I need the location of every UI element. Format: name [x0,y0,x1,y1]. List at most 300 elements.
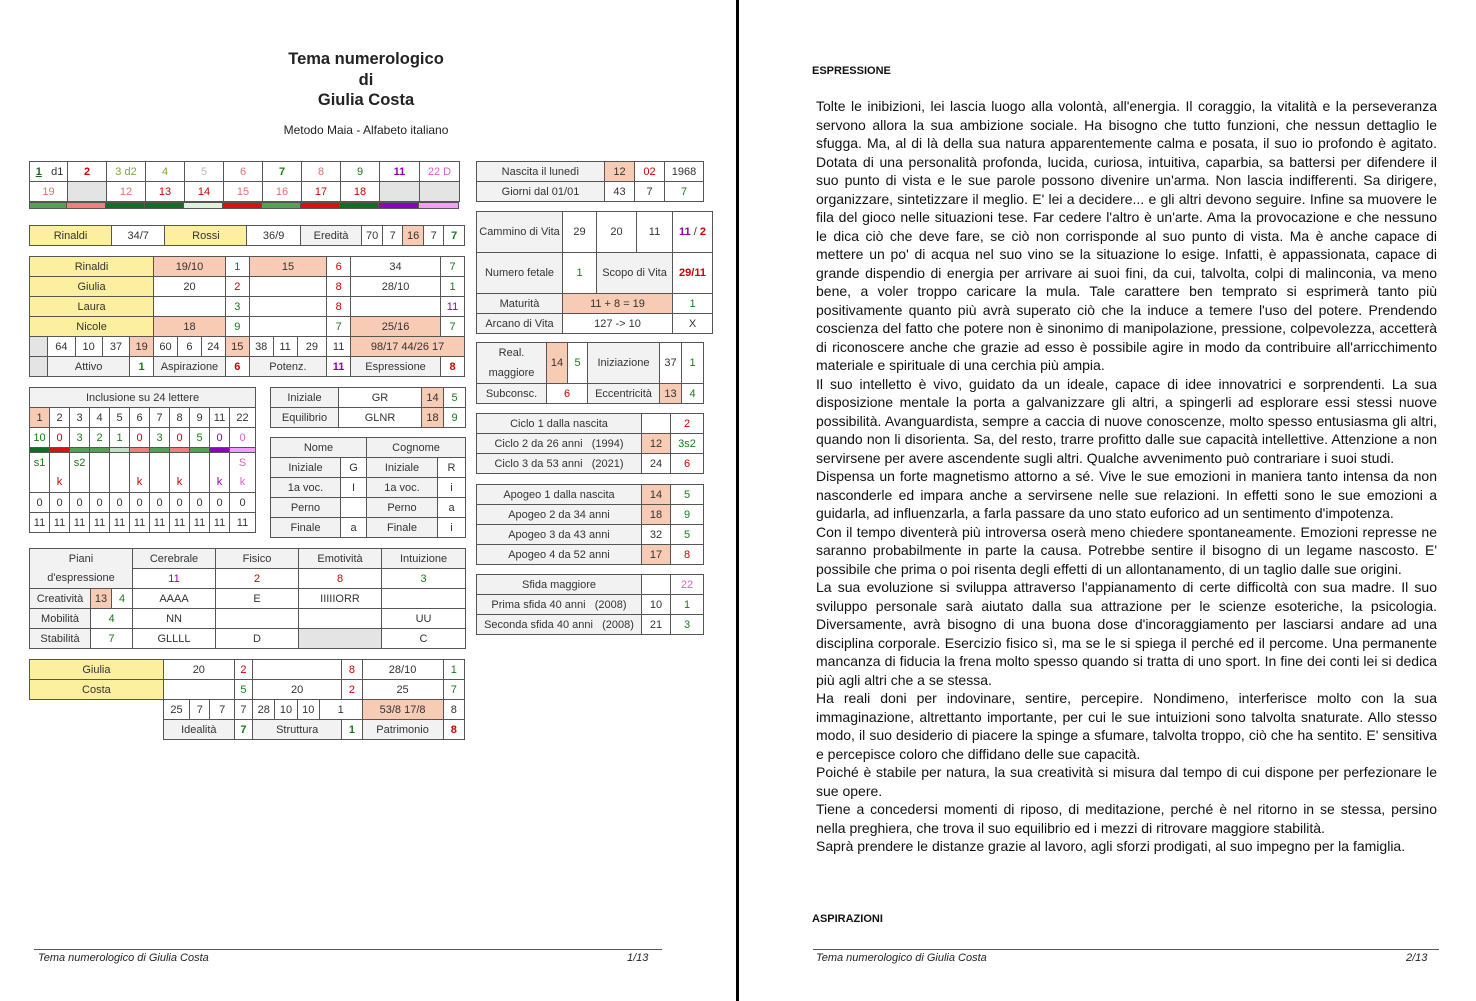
name-rinaldi: Rinaldi [30,257,154,277]
patrimonio-label: Patrimonio [362,720,443,740]
incl-count: 0 [230,428,256,448]
bottom-costa-b2: 2 [342,680,362,700]
potenz-value: 11 [327,357,351,377]
total-2: 10 [75,337,102,357]
title-line-1: Tema numerologico [288,50,444,68]
incl-eleven: 11 [150,513,170,533]
incl-count: 0 [170,428,190,448]
bottom-costa-b: 20 [253,680,342,700]
paragraph: Poiché è stabile per natura, la sua creatività si misura dal tempo di cui dispone per perfezionare le sue opere. [816,764,1437,799]
giulia-c: 28/10 [351,277,441,297]
nome-voc-value: I [341,478,367,498]
bottom-name-giulia: Giulia [30,660,164,680]
incl-count: 0 [130,428,150,448]
color-swatch [145,202,184,209]
eccentricita-a: 13 [660,384,682,404]
scopo-value: 29/11 [673,253,713,294]
piani-col-cerebrale: Cerebrale [133,549,216,569]
prima-sfida-b: 1 [671,595,704,615]
apogeo-2-label: Apogeo 2 da 34 anni [477,505,642,525]
sfida-maggiore-a [642,575,671,595]
number-grid [29,161,460,202]
summary-blank [30,357,48,377]
espressione-value: 8 [441,357,465,377]
name-giulia: Giulia [30,277,154,297]
total-9: 38 [249,337,273,357]
total-12: 11 [327,337,351,357]
apogeo-4-b: 8 [671,545,704,565]
num-22: 22 D [420,162,460,182]
num2-f: 15 [224,182,263,202]
potenz-label: Potenz. [249,357,326,377]
incl-k [30,473,50,493]
incl-count: 0 [50,428,70,448]
incl-s: S [230,453,256,473]
inclusione-title: Inclusione su 24 lettere [30,388,256,408]
mobilita-fisico [216,609,299,629]
incl-zero: 0 [170,493,190,513]
creativita-a: 13 [91,589,112,609]
idealita-value: 7 [234,720,252,740]
section-heading-aspirazioni: ASPIRAZIONI [812,913,883,925]
equilibrio-label: Equilibrio [271,408,339,428]
bottom-blank-2 [30,720,164,740]
sfida-maggiore-label: Sfida maggiore [477,575,642,595]
eccentricita-b: 4 [682,384,704,404]
cognome-perno-value: a [438,498,466,518]
incl-k [190,473,210,493]
document-title [230,49,502,111]
incl-s [170,453,190,473]
color-swatch [67,202,106,209]
mobilita-emotivita [299,609,382,629]
giulia-b [249,277,326,297]
laura-c [351,297,441,317]
incl-zero: 0 [70,493,90,513]
incl-num: 22 [230,408,256,428]
incl-k: k [170,473,190,493]
bottom-costa-a2: 5 [234,680,252,700]
bottom-giulia-a2: 2 [234,660,252,680]
num-6: 6 [224,162,263,182]
footer-page-number: 2/13 [1406,952,1428,964]
attivo-value: 1 [130,357,154,377]
footer-page-number: 1/13 [627,952,649,964]
nascita-day: 12 [605,162,635,182]
incl-count: 3 [70,428,90,448]
real-maggiore-a: 14 [547,343,568,384]
cammino-final-sep: / [690,226,700,238]
bottom-total: 28 [253,700,275,720]
cognome-finale-value: i [438,518,466,538]
bottom-total: 53/8 17/8 [362,700,443,720]
cammino-final-b: 2 [699,226,706,238]
incl-s [210,453,230,473]
num2-h: 17 [302,182,341,202]
bottom-giulia-b2: 8 [342,660,362,680]
incl-zero: 0 [30,493,50,513]
piani-val-fisico: 2 [216,569,299,589]
patrimonio-value: 8 [443,720,464,740]
aspirazione-value: 6 [225,357,249,377]
creativita-intuizione [382,589,466,609]
incl-k [150,473,170,493]
rinaldi-a2: 1 [225,257,249,277]
footer-rule [813,949,1439,950]
giorni-a: 43 [605,182,635,202]
eccentricita-label: Eccentricità [588,384,660,404]
ciclo-2-text: Ciclo 2 da 26 anni [494,437,583,450]
paragraph: Saprà prendere le distanze grazie al lavoro, agli sforzi prodigati, al suo impegno per la famiglia. [816,838,1406,854]
rinaldi-a: 19/10 [154,257,226,277]
inclusione-k-row [30,473,256,493]
creativita-fisico: E [216,589,299,609]
bottom-giulia-a: 20 [163,660,234,680]
piani-col-emotivita: Emotività [299,549,382,569]
piani-table [29,548,466,649]
creativita-cerebrale: AAAA [133,589,216,609]
apogeo-1-a: 14 [642,485,671,505]
apogeo-3-b: 5 [671,525,704,545]
giulia-b2: 8 [327,277,351,297]
stabilita-cerebrale: GLLLL [133,629,216,649]
num2-a: 19 [30,182,68,202]
stabilita-emotivita [299,629,382,649]
cognome-voc-label: 1a voc. [367,478,438,498]
stabilita-fisico: D [216,629,299,649]
names-table [29,256,465,377]
sfida-maggiore-b: 22 [671,575,704,595]
rinaldi-c2: 7 [441,257,465,277]
cognome-voc-value: i [438,478,466,498]
incl-num: 2 [50,408,70,428]
nicole-a2: 9 [225,317,249,337]
bottom-blank [30,700,164,720]
ciclo-1-a [642,414,671,434]
incl-eleven: 11 [170,513,190,533]
color-swatch [379,202,419,209]
nicole-c: 25/16 [351,317,441,337]
eredita-v4: 7 [423,226,444,246]
nicole-a: 18 [154,317,226,337]
bottom-total: 10 [275,700,297,720]
apogeo-4-a: 17 [642,545,671,565]
nome-finale-label: Finale [271,518,341,538]
cognome-iniziale-label: Iniziale [367,458,438,478]
nascita-month: 02 [635,162,665,182]
arcano-expr: 127 -> 10 [563,314,673,334]
incl-num: 7 [150,408,170,428]
cognome-perno-label: Perno [367,498,438,518]
ciclo-1-b: 2 [671,414,704,434]
nascita-year: 1968 [665,162,704,182]
nome-finale-value: a [341,518,367,538]
numero-fetale-label: Numero fetale [477,253,563,294]
iniziale-value: GR [339,388,422,408]
giorni-b: 7 [635,182,665,202]
total-3: 37 [102,337,129,357]
incl-zero: 0 [190,493,210,513]
sfide-table [476,574,704,635]
num-3: 3 d2 [107,162,146,182]
title-line-3: Giulia Costa [317,91,415,109]
incl-k [90,473,110,493]
color-swatch [301,202,340,209]
page-2 [739,0,1476,1001]
maturita-expr: 11 + 8 = 19 [563,294,673,314]
iniziale-label: Iniziale [271,388,339,408]
total-8: 15 [225,337,249,357]
incl-num: 4 [90,408,110,428]
incl-eleven: 11 [210,513,230,533]
creativita-label: Creatività [30,589,91,609]
laura-c2: 11 [441,297,465,317]
footer-rule [34,949,662,950]
nicole-b [249,317,326,337]
mobilita-b: 4 [91,609,133,629]
piani-val-emotivita: 8 [299,569,382,589]
ciclo-2-year: (1994) [591,437,624,450]
iniziazione-a: 37 [660,343,682,384]
num2-c: 12 [107,182,146,202]
color-swatch [419,202,459,209]
footer-text: Tema numerologico di Giulia Costa [816,952,987,964]
surname-1-value: 34/7 [112,226,165,246]
total-11: 29 [297,337,327,357]
num-2: 2 [68,162,107,182]
incl-k: k [130,473,150,493]
incl-count: 1 [110,428,130,448]
iniziazione-label: Iniziazione [588,343,660,384]
arcano-value: X [673,314,713,334]
mobilita-label: Mobilità [30,609,91,629]
giulia-a: 20 [154,277,226,297]
idealita-label: Idealità [163,720,234,740]
maturita-label: Maturità [477,294,563,314]
cammino-final-a: 11 [679,226,691,238]
incl-s [190,453,210,473]
incl-num: 8 [170,408,190,428]
incl-eleven: 11 [50,513,70,533]
cammino-label: Cammino di Vita [477,212,563,253]
espressione-label: Espressione [351,357,441,377]
incl-num: 3 [70,408,90,428]
num-11: 11 [380,162,420,182]
incl-s [130,453,150,473]
bottom-costa-c2: 7 [443,680,464,700]
stabilita-label: Stabilità [30,629,91,649]
apogeo-1-b: 5 [671,485,704,505]
prima-sfida-a: 10 [642,595,671,615]
nome-cognome-table [270,437,466,538]
incl-zero: 0 [50,493,70,513]
ciclo-3-a: 24 [642,454,671,474]
nome-iniziale-label: Iniziale [271,458,341,478]
bottom-total: 1 [319,700,362,720]
equilibrio-b: 9 [444,408,466,428]
color-swatch [262,202,301,209]
seconda-sfida-b: 3 [671,615,704,635]
inclusione-nums [30,408,256,428]
incl-zero: 0 [110,493,130,513]
color-swatch [223,202,262,209]
nome-iniziale-value: G [341,458,367,478]
apogeo-3-label: Apogeo 3 da 43 anni [477,525,642,545]
number-row-1 [30,162,460,182]
bottom-costa-a [163,680,234,700]
incl-eleven: 11 [90,513,110,533]
seconda-sfida-a: 21 [642,615,671,635]
incl-num: 5 [110,408,130,428]
inclusione-eleven-row [30,513,256,533]
incl-zero: 0 [150,493,170,513]
giorni-c: 7 [665,182,704,202]
nome-perno-label: Perno [271,498,341,518]
iniziazione-b: 1 [682,343,704,384]
piani-header-2: d'espressione [30,569,133,589]
eredita-v1: 70 [362,226,383,246]
laura-a [154,297,226,317]
names-totals-row [30,337,465,357]
eredita-v3: 16 [403,226,424,246]
num2-k [420,182,460,202]
nome-header: Nome [271,438,367,458]
rinaldi-b2: 6 [327,257,351,277]
struttura-value: 1 [342,720,362,740]
nascita-table [476,161,704,202]
cammino-b: 20 [597,212,637,253]
incl-num: 11 [210,408,230,428]
name-laura: Laura [30,297,154,317]
piani-val-cerebrale: 11 [133,569,216,589]
incl-eleven: 11 [110,513,130,533]
aspirazione-label: Aspirazione [154,357,226,377]
prima-sfida-text: Prima sfida 40 anni [491,598,586,611]
piani-col-intuizione: Intuizione [382,549,466,569]
eredita-v5: 7 [444,226,465,246]
incl-count: 0 [210,428,230,448]
cammino-final [673,212,713,253]
incl-s [50,453,70,473]
color-swatch [184,202,223,209]
bottom-names-table [29,659,465,740]
paragraph: Il suo intelletto è vivo, guidato da un ideale, capace di idee innovatrici e sorprendenti. La sua disposizione mentale la porta a galvanizzare gli altri, a spingerli ad esplorare essi stessi nuove possibilità. Avanguardista, sempre a caccia di nuove conoscenze, molto spesso entusiasma gli altri, quando non li disorienta. Sa, del resto, trarre profitto dalle sue capacità intellettive. Attenzione a non servirsene per avere ascendente sugli altri. Qualche avvenimento può contrariare i suoi studi. [816,375,1437,466]
method-subtitle: Metodo Maia - Alfabeto italiano [283,123,449,137]
incl-eleven: 11 [70,513,90,533]
laura-b2: 8 [327,297,351,317]
inclusione-s-row [30,453,256,473]
piani-col-fisico: Fisico [216,549,299,569]
ciclo-2-label [477,434,642,454]
title-line-2: di [358,70,374,89]
num-d1: d1 [48,162,68,182]
num-9: 9 [341,162,380,182]
maturita-value: 1 [673,294,713,314]
surname-2-value: 36/9 [247,226,300,246]
ciclo-2-b: 3s2 [671,434,704,454]
num-1: 1 [30,162,48,182]
color-swatch [29,202,67,209]
laura-a2: 3 [225,297,249,317]
bottom-giulia-c2: 1 [443,660,464,680]
total-4: 19 [130,337,154,357]
num2-b [68,182,107,202]
ciclo-3-b: 6 [671,454,704,474]
color-swatch [340,202,379,209]
scopo-label: Scopo di Vita [597,253,673,294]
cammino-table [476,211,713,334]
inclusione-counts [30,428,256,448]
subconsc-label: Subconsc. [477,384,547,404]
incl-s: s2 [70,453,90,473]
equilibrio-a: 18 [422,408,444,428]
num2-e: 14 [185,182,224,202]
ciclo-3-text: Ciclo 3 da 53 anni [494,457,583,470]
stabilita-b: 7 [91,629,133,649]
incl-s [150,453,170,473]
giulia-a2: 2 [225,277,249,297]
incl-k: k [210,473,230,493]
seconda-sfida-text: Seconda sfida 40 anni [484,618,593,631]
paragraph: Tiene a concedersi momenti di riposo, di meditazione, perché è nel ritorno in se stessa, persino nella preghiera, che trova il suo equilibrio ed i mezzi di ritrovare maggiore stabilità. [816,801,1437,836]
section-heading-espressione: ESPRESSIONE [812,65,891,77]
paragraph: Dispensa un forte magnetismo attorno a sé. Vive le sue emozioni in maniera tanto intensa da non nasconderle ed impara anche a servirsene nelle sue relazioni. In effetti sono le sue emozioni a guidarla, ad influenzarla, a farla passare da uno stato euforico ad un sentimento d'impotenza. [816,468,1437,521]
iniziale-b: 5 [444,388,466,408]
stabilita-intuizione: C [382,629,466,649]
prima-sfida-label [477,595,642,615]
bottom-total: 10 [297,700,319,720]
incl-eleven: 11 [30,513,50,533]
incl-count: 3 [150,428,170,448]
eredita-label: Eredità [300,226,362,246]
incl-s: s1 [30,453,50,473]
arcano-label: Arcano di Vita [477,314,563,334]
paragraph: Tolte le inibizioni, lei lascia luogo alla volontà, all'energia. Il coraggio, la vitalità e la perseveranza servono allora la sua ambizione sociale. Ha bisogno che tutto funzioni, che nessun dettaglio le sfugga. Ma, al di là della sua natura apparentemente calma e posata, il suo io profondo è agitato. Dotata di una personalità profonda, lucida, curiosa, intuitiva, caparbia, sa battersi per difendere il suo punto di vista e le sue parole possono divenire un'arma. Non lascia indifferenti. Sa dirigere, organizzare, sintetizzare il meglio. E' lei a decidere... e gli altri devono seguire. Infine sa muovere le fila del gioco nelle situazioni tese. Far cedere l'altro è un'arte. Ama la provocazione e che nessuno le dica ciò che deve fare, se ciò non corrisponde al suo punto di vista. Ma è anche capace di mettere un po' di acqua nel suo vino se la situazione lo esige. Infatti, è appassionata, capace di grande dispendio di energia per arrivare ai suoi fini, da cui, talvolta, colpi di malinconia, va meno bene, a voler troppo caricare la mula. Tale carattere ben temprato si esprimerà tanto più positivamente quanto più avrà superato ciò che la induce a temere l'uso del potere. Prendendo coscienza del fatto che potere non è sinonimo di manipolazione, pressione, colpevolezza, accetterà di riconoscere anche che grazie ad esso è possibile agire in modo da contribuire all'arricchimento materiale e spirituale di una cerchia più ampia. [816,98,1437,373]
num2-d: 13 [146,182,185,202]
incl-eleven: 11 [130,513,150,533]
cicli-table [476,413,704,474]
bottom-name-costa: Costa [30,680,164,700]
cognome-finale-label: Finale [367,518,438,538]
apogeo-2-b: 9 [671,505,704,525]
incl-k [70,473,90,493]
incl-num: 9 [190,408,210,428]
nascita-label: Nascita il lunedì [477,162,605,182]
mobilita-intuizione: UU [382,609,466,629]
paragraph: Con il tempo diventerà più introversa oserà meno chiedere spontaneamente. Emozioni represse ne saranno probabilmente in parte la causa. Potrebbe sentire il bisogno di un legame nascosto. E' possibile che prima o poi risenta degli effetti di un allontanamento, di un taglio dalle sue origini. [816,523,1437,577]
names-summary-row [30,357,465,377]
bottom-costa-c: 25 [362,680,443,700]
creativita-emotivita: IIIIIORR [299,589,382,609]
total-7: 24 [201,337,225,357]
espressione-text [816,97,1437,856]
incl-num: 6 [130,408,150,428]
num-5: 5 [185,162,224,182]
total-10: 11 [273,337,297,357]
incl-k: k [50,473,70,493]
color-swatch [106,202,145,209]
num2-j [380,182,420,202]
nicole-b2: 7 [327,317,351,337]
subconsc-value: 6 [547,384,588,404]
num2-g: 16 [263,182,302,202]
prima-sfida-year: (2008) [594,598,627,611]
nicole-c2: 7 [441,317,465,337]
num-8: 8 [302,162,341,182]
cammino-a: 29 [563,212,597,253]
incl-count: 2 [90,428,110,448]
ciclo-3-year: (2021) [591,457,624,470]
